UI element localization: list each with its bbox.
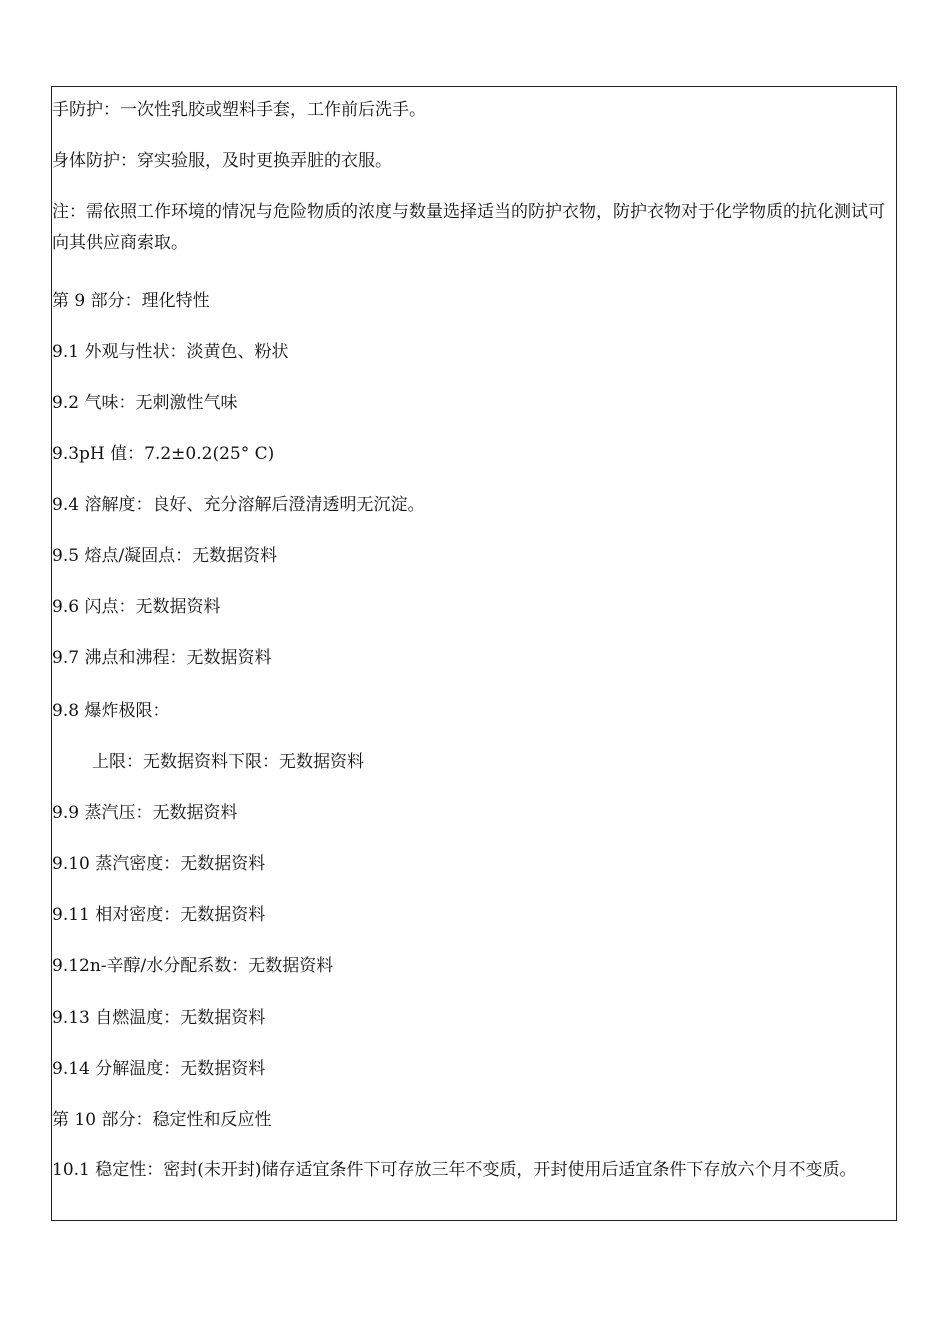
section-10-heading: 第 10 部分：稳定性和反应性: [52, 1110, 272, 1130]
decomposition-temperature-line: 9.14 分解温度：无数据资料: [52, 1059, 266, 1079]
protection-note-paragraph: 注：需依照工作环境的情况与危险物质的浓度与数量选择适当的防护衣物，防护衣物对于化学物质的抗化测试可向其供应商索取。: [52, 202, 885, 253]
stability-paragraph: 10.1 稳定性：密封(未开封)储存适宜条件下可存放三年不变质，开封使用后适宜条件下存放六个月不变质。: [52, 1160, 857, 1180]
hand-protection-line: 手防护：一次性乳胶或塑料手套，工作前后洗手。: [52, 100, 426, 120]
vapor-density-line: 9.10 蒸汽密度：无数据资料: [52, 854, 266, 874]
section-9-heading: 第 9 部分：理化特性: [52, 291, 210, 311]
autoignition-temperature-line: 9.13 自燃温度：无数据资料: [52, 1008, 266, 1028]
odor-line: 9.2 气味：无刺激性气味: [52, 393, 238, 413]
partition-coefficient-line: 9.12n-辛醇/水分配系数：无数据资料: [52, 956, 334, 976]
solubility-line: 9.4 溶解度：良好、充分溶解后澄清透明无沉淀。: [52, 495, 425, 515]
boiling-point-line: 9.7 沸点和沸程：无数据资料: [52, 648, 272, 668]
ph-value-line: 9.3pH 值：7.2±0.2(25° C): [52, 444, 275, 464]
relative-density-line: 9.11 相对密度：无数据资料: [52, 905, 266, 925]
flash-point-line: 9.6 闪点：无数据资料: [52, 597, 221, 617]
melting-point-line: 9.5 熔点/凝固点：无数据资料: [52, 546, 278, 566]
vapor-pressure-line: 9.9 蒸汽压：无数据资料: [52, 803, 238, 823]
appearance-line: 9.1 外观与性状：淡黄色、粉状: [52, 342, 289, 362]
body-protection-line: 身体防护：穿实验服，及时更换弄脏的衣服。: [52, 151, 392, 171]
explosion-limits-line: 9.8 爆炸极限：: [52, 701, 170, 721]
explosion-limits-values-line: 上限：无数据资料下限：无数据资料: [92, 752, 364, 772]
